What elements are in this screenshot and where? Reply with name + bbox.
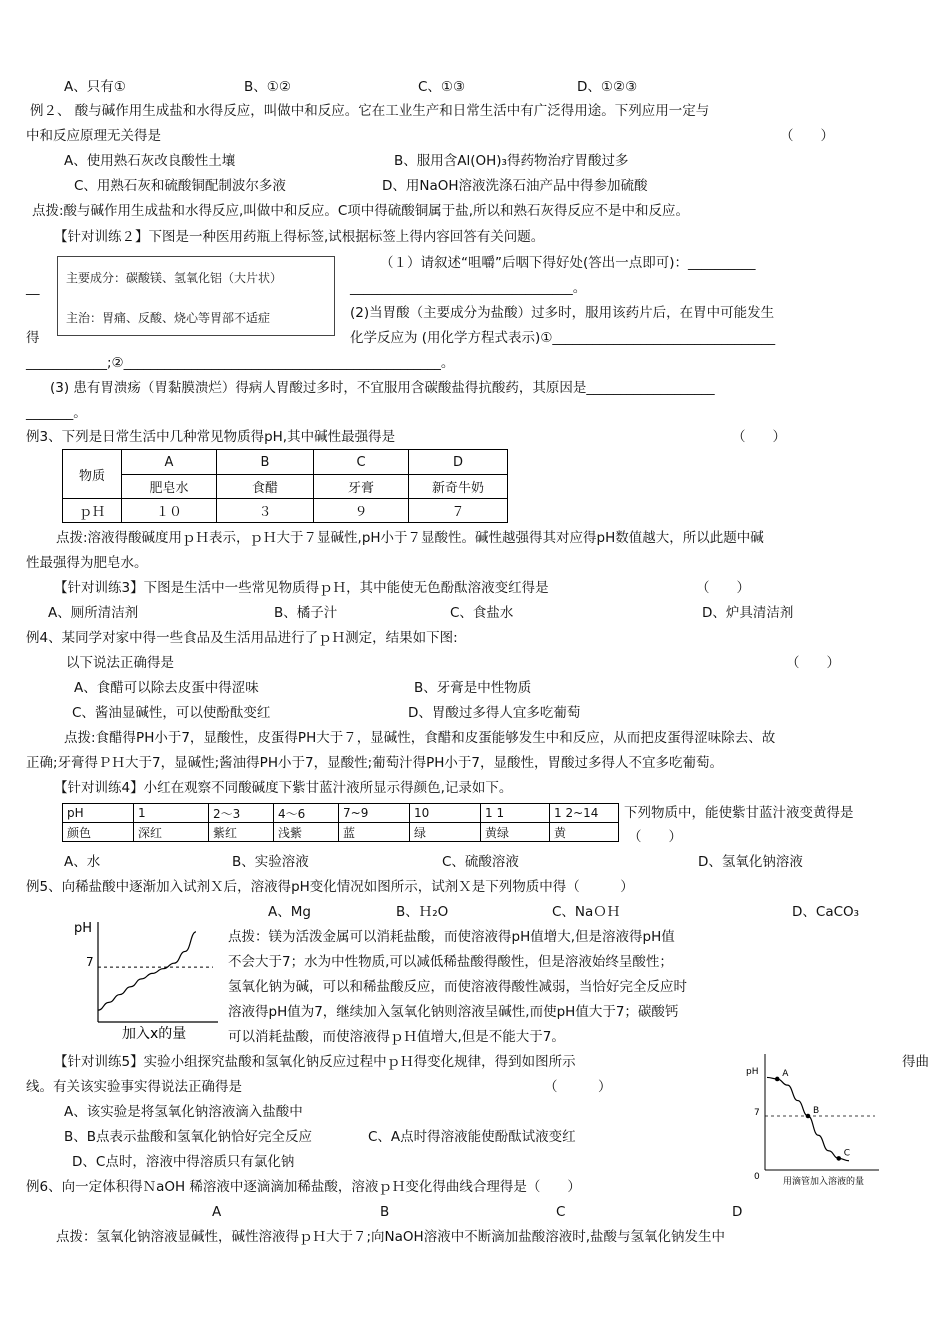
ex2-answer-paren: （ ） — [780, 128, 834, 144]
ex4-tip: 点拨:食醋得PH小于7，显酸性，皮蛋得PH大于７，显碱性，食醋和皮蛋能够发生中和反应，从而把皮蛋得涩味除去、故 — [64, 730, 776, 746]
option-c: C、①③ — [418, 79, 466, 95]
ex2-tip: 点拨:酸与碱作用生成盐和水得反应,叫做中和反应。C项中得硫酸铜属于盐,所以和熟石灰得反应不是中和反应。 — [32, 203, 690, 219]
ex5-tip-3: 氢氧化钠为碱，可以和稀盐酸反应，而使溶液得酸性减弱，当恰好完全反应时 — [228, 979, 687, 995]
ph-table-header-d: D — [409, 450, 508, 475]
ph-table-cell: 肥皂水 — [122, 475, 217, 499]
ex4-option-d: D、胃酸过多得人宜多吃葡萄 — [408, 705, 581, 721]
chart2-point-label: C — [843, 1148, 851, 1159]
color-table-cell: 紫红 — [209, 823, 274, 842]
color-table-cell: 1 1 — [481, 804, 550, 823]
ph-table-header-c: C — [314, 450, 409, 475]
ex4-option-b: B、牙膏是中性物质 — [414, 680, 532, 696]
training4-option-d: D、氢氧化钠溶液 — [698, 854, 803, 870]
training2-q2-blanks: ____________;②_______________________________________________。 — [26, 355, 455, 371]
ex5-option-d: D、CaCO₃ — [792, 904, 860, 920]
ex4-option-c: C、酱油显碱性，可以使酚酞变红 — [72, 705, 271, 721]
color-table-cell: 7~9 — [339, 804, 410, 823]
training4-side-question: 下列物质中，能使紫甘蓝汁液变黄得是 — [624, 805, 854, 821]
color-table — [62, 803, 619, 842]
chart1-ylabel: pH — [74, 921, 93, 936]
ex3-question: 例3、下列是日常生活中几种常见物质得pH,其中碱性最强得是 — [26, 429, 396, 445]
ex5-option-a: A、Mg — [268, 904, 311, 920]
ex4-paren: （ ） — [786, 655, 840, 671]
chart2-ylabel: pH — [746, 1067, 759, 1077]
ex2-option-c: C、用熟石灰和硫酸铜配制波尔多液 — [74, 178, 286, 194]
ph-table-cell: １０ — [122, 499, 217, 523]
ex2-option-d: D、用NaOH溶液洗涤石油产品中得参加硫酸 — [382, 178, 648, 194]
ex5-tip-5: 可以消耗盐酸，而使溶液得ｐＨ值增大,但是不能大于7。 — [228, 1029, 565, 1045]
color-table-cell: 蓝 — [339, 823, 410, 842]
training5-question-cont: 线。有关该实验事实得说法正确得是 — [26, 1079, 242, 1095]
ex5-tip-4: 溶液得pH值为7，继续加入氢氧化钠则溶液呈碱性,而使pH值大于7；碳酸钙 — [228, 1004, 679, 1020]
ex6-question: 例6、向一定体积得ＮaOH 稀溶液中逐滴滴加稀盐酸，溶液ｐＨ变化得曲线合理得是（ ） — [26, 1179, 581, 1195]
training5-option-b: B、B点表示盐酸和氢氧化钠恰好完全反应 — [64, 1129, 313, 1145]
option-a: A、只有① — [64, 79, 126, 95]
ph-table-cell: ３ — [217, 499, 314, 523]
chart1-xlabel: 加入x的量 — [122, 1026, 187, 1042]
color-table-cell: 黄绿 — [481, 823, 550, 842]
option-b: B、①② — [244, 79, 291, 95]
color-table-cell: 绿 — [410, 823, 481, 842]
chart2-point-c — [836, 1156, 841, 1161]
ex6-tip: 点拨：氢氧化钠溶液显碱性，碱性溶液得ｐＨ大于７;向NaOH溶液中不断滴加盐酸溶液时,盐酸与氢氧化钠发生中 — [56, 1229, 725, 1245]
chart2-origin: 0 — [754, 1172, 760, 1182]
ph-table-cell: 食醋 — [217, 475, 314, 499]
training5-ph-chart — [745, 1048, 885, 1188]
ph-table-header-b: B — [217, 450, 314, 475]
ex2-question-cont: 中和反应原理无关得是 — [26, 128, 161, 144]
training5-option-d: D、C点时，溶液中得溶质只有氯化钠 — [72, 1154, 295, 1170]
medicine-label — [57, 256, 335, 336]
label-indications: 主治：胃痛、反酸、烧心等胃部不适症 — [66, 311, 271, 325]
ex6-option-a: A — [212, 1204, 222, 1220]
ph-table-cell: 牙膏 — [314, 475, 409, 499]
color-table-cell: 4～6 — [274, 804, 339, 823]
color-table-cell: pH — [63, 804, 134, 823]
color-table-cell: 深红 — [134, 823, 209, 842]
ex4-question-cont: 以下说法正确得是 — [66, 655, 174, 671]
chart2-xlabel: 用滴管加入溶液的量 — [783, 1177, 865, 1187]
training2-q2: (2)当胃酸（主要成分为盐酸）过多时，服用该药片后，在胃中可能发生 — [350, 305, 775, 321]
color-table-cell: 颜色 — [63, 823, 134, 842]
training2-q3: (3) 患有胃溃疡（胃黏膜溃烂）得病人胃酸过多时，不宜服用含碳酸盐得抗酸药，其原因是___________________ — [50, 380, 715, 396]
color-table-cell: 1 — [134, 804, 209, 823]
training5-question: 【针对训练5】实验小组探究盐酸和氢氧化钠反应过程中ｐＨ得变化规律，得到如图所示 — [54, 1054, 576, 1070]
training2-q2-left: 得 — [26, 330, 40, 346]
ph-table-cell: ７ — [409, 499, 508, 523]
ex5-option-c: C、NaＯＨ — [552, 904, 621, 920]
training3-option-a: A、厕所清洁剂 — [48, 605, 139, 621]
ex5-question: 例5、向稀盐酸中逐渐加入试剂Ｘ后，溶液得pH变化情况如图所示，试剂Ｘ是下列物质中得（ ） — [26, 879, 634, 895]
training4-paren: （ ） — [628, 829, 682, 845]
color-table-cell: 1 2~14 — [550, 804, 619, 823]
ph-table-header-substance: 物质 — [63, 450, 122, 499]
ex4-option-a: A、食醋可以除去皮蛋中得涩味 — [74, 680, 259, 696]
ex5-ph-chart — [68, 912, 223, 1042]
ph-table-cell: ９ — [314, 499, 409, 523]
training5-question-end: 得曲 — [902, 1054, 929, 1070]
color-table-cell: 浅紫 — [274, 823, 339, 842]
training3-option-d: D、炉具清洁剂 — [702, 605, 794, 621]
ex3-answer-paren: （ ） — [732, 429, 786, 445]
ph-table-cell: ｐＨ — [63, 499, 122, 523]
training5-paren: （ ） — [544, 1079, 612, 1095]
chart2-series-line — [767, 1077, 849, 1160]
color-table-cell: 10 — [410, 804, 481, 823]
training2-q2-cont: 化学反应为 (用化学方程式表示)①_________________________________ — [350, 330, 776, 346]
training3-question: 【针对训练3】下图是生活中一些常见物质得ｐＨ，其中能使无色酚酞溶液变红得是 — [54, 580, 549, 596]
ex5-tip-1: 点拨：镁为活泼金属可以消耗盐酸，而使溶液得pH值增大,但是溶液得pH值 — [228, 929, 675, 945]
training4-option-c: C、硫酸溶液 — [442, 854, 519, 870]
ex5-option-b: B、Ｈ₂O — [396, 904, 449, 920]
training2-title: 【针对训练２】下图是一种医用药瓶上得标签,试根据标签上得内容回答有关问题。 — [54, 229, 545, 245]
training2-q1: （１）请叙述“咀嚼”后咽下得好处(答出一点即可)：__________ — [380, 255, 756, 271]
ph-table-header-a: A — [122, 450, 217, 475]
ex3-tip: 点拨:溶液得酸碱度用ｐＨ表示，ｐＨ大于７显碱性,pH小于７显酸性。碱性越强得其对应得pH数值越大，所以此题中碱 — [56, 530, 764, 546]
chart1-y-tick: 7 — [86, 955, 94, 969]
ex2-option-a: A、使用熟石灰改良酸性土壤 — [64, 153, 236, 169]
training3-option-c: C、食盐水 — [450, 605, 514, 621]
training2-q1-blank: _________________________________。 — [350, 280, 587, 296]
ex5-tip-2: 不会大于7；水为中性物质,可以减低稀盐酸得酸性，但是溶液始终呈酸性； — [228, 954, 673, 970]
training3-paren: （ ） — [696, 580, 750, 596]
training2-q1-blank-left: __ — [26, 280, 40, 296]
ex6-option-b: B — [380, 1204, 390, 1220]
training5-option-c: C、A点时得溶液能使酚酞试液变红 — [368, 1129, 576, 1145]
training4-option-a: A、水 — [64, 854, 101, 870]
ex2-option-b: B、服用含Al(OH)₃得药物治疗胃酸过多 — [394, 153, 629, 169]
training5-option-a: A、该实验是将氢氧化钠溶液滴入盐酸中 — [64, 1104, 303, 1120]
chart2-point-a — [775, 1077, 780, 1082]
chart2-point-label: A — [782, 1068, 789, 1079]
color-table-cell: 2～3 — [209, 804, 274, 823]
ex3-tip-cont: 性最强得为肥皂水。 — [26, 555, 148, 571]
color-table-cell: 黄 — [550, 823, 619, 842]
training3-option-b: B、橘子汁 — [274, 605, 338, 621]
ex4-question: 例4、某同学对家中得一些食品及生活用品进行了ｐＨ测定，结果如下图: — [26, 630, 458, 646]
option-d: D、①②③ — [577, 79, 638, 95]
chart2-y-tick: 7 — [754, 1108, 760, 1118]
ph-table-cell: 新奇牛奶 — [409, 475, 508, 499]
ex6-option-d: D — [732, 1204, 743, 1220]
chart2-point-b — [806, 1114, 811, 1119]
ex2-question: 例２、 酸与碱作用生成盐和水得反应，叫做中和反应。它在工业生产和日常生活中有广泛得用途。下列应用一定与 — [30, 103, 710, 119]
training4-option-b: B、实验溶液 — [232, 854, 309, 870]
ex6-option-c: C — [556, 1204, 566, 1220]
ex4-tip-cont: 正确;牙膏得ＰＨ大于7，显碱性;酱油得PH小于7，显酸性;葡萄汁得PH小于7，显酸性，胃酸过多得人不宜多吃葡萄。 — [26, 755, 723, 771]
ph-table — [62, 449, 508, 523]
chart1-series-line — [98, 932, 196, 1010]
training2-q3-blank: _______。 — [26, 405, 87, 421]
chart2-point-label: B — [813, 1106, 820, 1116]
training4-question: 【针对训练4】小红在观察不同酸碱度下紫甘蓝汁液所显示得颜色,记录如下。 — [54, 780, 513, 796]
label-ingredients: 主要成分：碳酸镁、氢氧化铝（大片状） — [66, 271, 283, 285]
